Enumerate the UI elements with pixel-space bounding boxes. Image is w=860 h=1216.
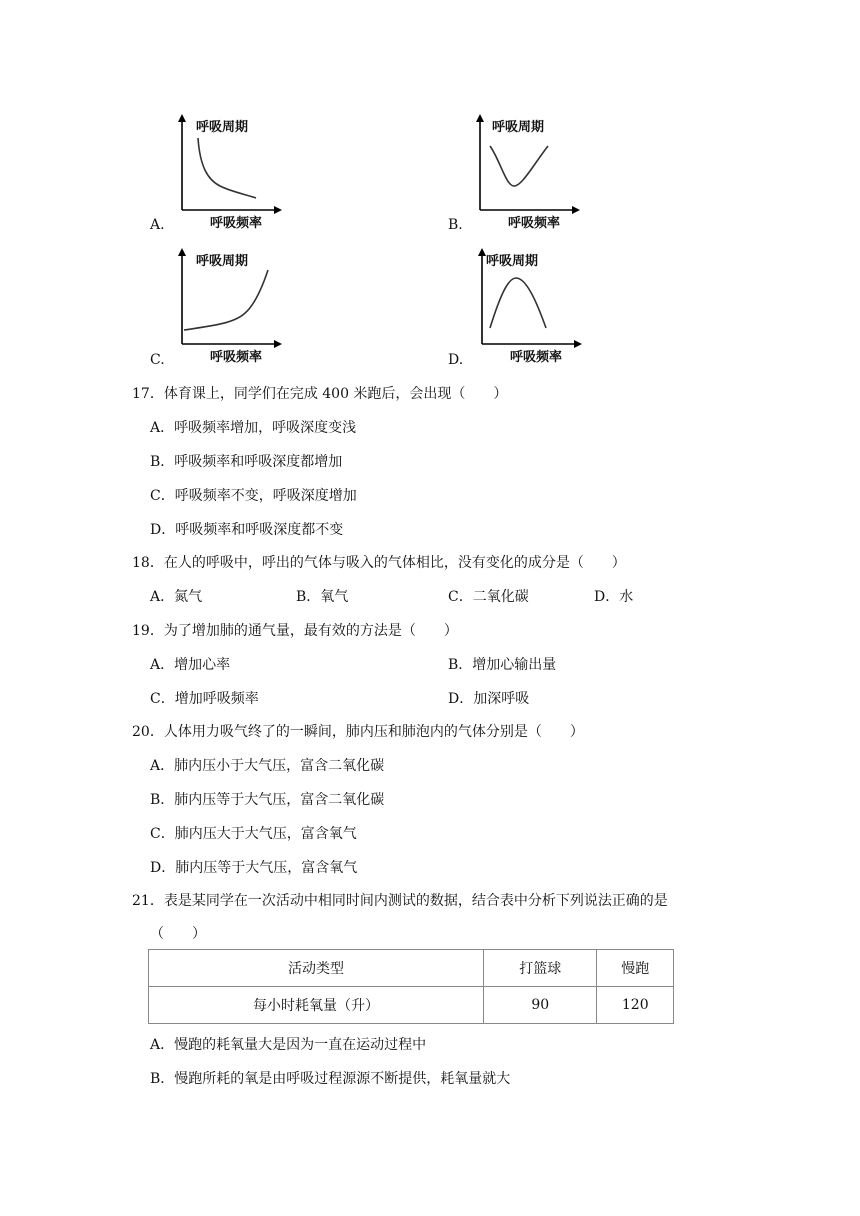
q21-table — [148, 949, 674, 1024]
table-row — [149, 987, 674, 1024]
curve-c — [184, 270, 268, 330]
curve-a — [198, 138, 256, 198]
q19-option-c[interactable]: C．增加呼吸频率 — [150, 691, 259, 707]
graph-c-letter[interactable]: C. — [150, 352, 165, 368]
graph-b-ylabel: 呼吸周期 — [492, 120, 545, 135]
q21-stem-cont: （ ） — [150, 926, 206, 942]
q17-option-d[interactable]: D．呼吸频率和呼吸深度都不变 — [150, 522, 344, 538]
q19-stem: 19．为了增加肺的通气量，最有效的方法是（ ） — [132, 623, 458, 639]
q17-option-b[interactable]: B．呼吸频率和呼吸深度都增加 — [150, 454, 343, 470]
graph-a-xlabel: 呼吸频率 — [210, 216, 263, 231]
curve-d — [490, 278, 546, 328]
q21-option-a[interactable]: A．慢跑的耗氧量大是因为一直在运动过程中 — [150, 1037, 427, 1053]
table-row — [149, 950, 674, 987]
table-cell: 90 — [484, 987, 597, 1024]
q20-option-c[interactable]: C．肺内压大于大气压，富含氧气 — [150, 826, 357, 842]
q19-option-d[interactable]: D．加深呼吸 — [448, 691, 530, 707]
graph-d-ylabel: 呼吸周期 — [486, 254, 539, 269]
q18-option-d[interactable]: D．水 — [594, 589, 634, 605]
table-cell: 每小时耗氧量（升） — [149, 987, 484, 1024]
graph-b-letter[interactable]: B. — [448, 217, 463, 233]
q18-stem: 18．在人的呼吸中，呼出的气体与吸入的气体相比，没有变化的成分是（ ） — [132, 555, 626, 571]
q18-option-a[interactable]: A．氮气 — [150, 589, 203, 605]
table-cell: 120 — [597, 987, 674, 1024]
q20-option-b[interactable]: B．肺内压等于大气压，富含二氧化碳 — [150, 792, 385, 808]
q18-option-c[interactable]: C．二氧化碳 — [448, 589, 529, 605]
graph-b-xlabel: 呼吸频率 — [508, 216, 561, 231]
q20-option-d[interactable]: D．肺内压等于大气压，富含氧气 — [150, 860, 358, 876]
q17-option-a[interactable]: A．呼吸频率增加，呼吸深度变浅 — [150, 420, 357, 436]
q20-stem: 20．人体用力吸气终了的一瞬间，肺内压和肺泡内的气体分别是（ ） — [132, 724, 584, 740]
q20-option-a[interactable]: A．肺内压小于大气压，富含二氧化碳 — [150, 758, 385, 774]
graph-c-ylabel: 呼吸周期 — [196, 254, 249, 269]
q19-option-a[interactable]: A．增加心率 — [150, 657, 231, 673]
q21-stem: 21．表是某同学在一次活动中相同时间内测试的数据，结合表中分析下列说法正确的是 — [132, 893, 668, 909]
graph-a-ylabel: 呼吸周期 — [196, 120, 249, 135]
table-header-cell: 慢跑 — [597, 950, 674, 987]
graph-d-letter[interactable]: D. — [448, 352, 464, 368]
q21-option-b[interactable]: B．慢跑所耗的氧是由呼吸过程源源不断提供，耗氧量就大 — [150, 1071, 511, 1087]
curve-b — [490, 146, 548, 186]
graph-c-xlabel: 呼吸频率 — [210, 350, 263, 365]
table-header-cell: 打篮球 — [484, 950, 597, 987]
graph-d-xlabel: 呼吸频率 — [510, 350, 563, 365]
table-header-cell: 活动类型 — [149, 950, 484, 987]
q18-option-b[interactable]: B．氧气 — [296, 589, 349, 605]
q17-option-c[interactable]: C．呼吸频率不变，呼吸深度增加 — [150, 488, 357, 504]
q17-stem: 17．体育课上，同学们在完成 400 米跑后，会出现（ ） — [132, 386, 508, 402]
graph-a-letter[interactable]: A. — [150, 217, 165, 233]
q19-option-b[interactable]: B．增加心输出量 — [448, 657, 557, 673]
